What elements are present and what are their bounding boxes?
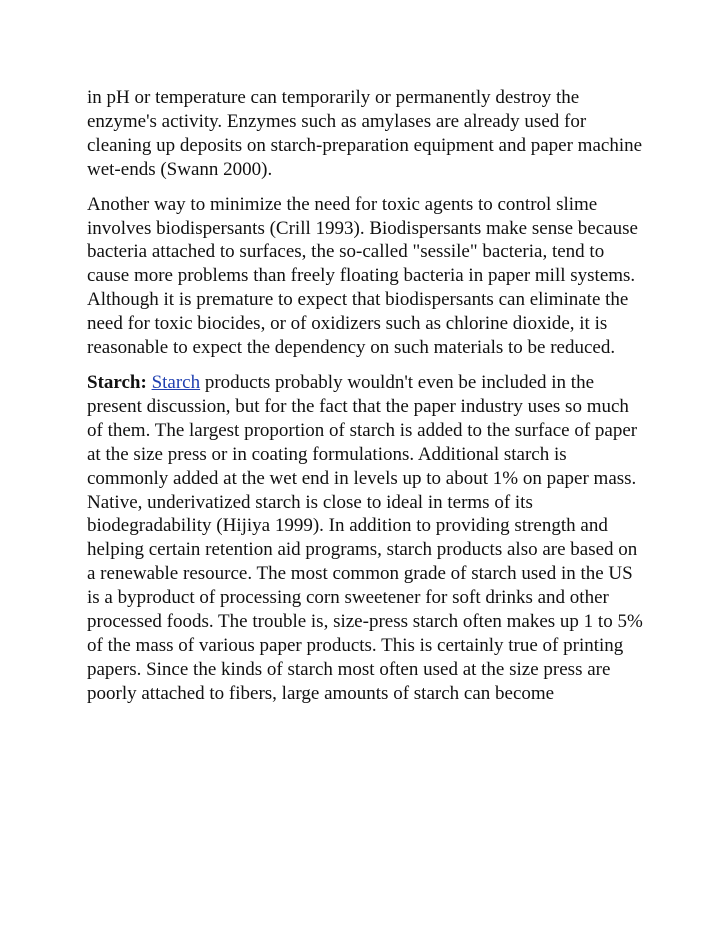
- paragraph-starch: [87, 371, 647, 706]
- starch-heading-term: Starch:: [87, 371, 147, 393]
- paragraph-starch-text: products probably wouldn't even be included in the present discussion, but for the fact that the paper industry uses so much of them. The largest proportion of starch is added to the surface of paper at the size press or in coating formulations. Additional starch is commonly added at the wet end in levels up to about 1% on paper mass. Native, underivatized starch is close to ideal in terms of its biodegradability (Hijiya 1999). In addition to providing strength and helping certain retention aid programs, starch products also are based on a renewable resource. The most common grade of starch used in the US is a byproduct of processing corn sweetener for soft drinks and other processed foods. The trouble is, size-press starch often makes up 1 to 5% of the mass of various paper products. This is certainly true of printing papers. Since the kinds of starch most often used at the size press are poorly attached to fibers, large amounts of starch can become: [87, 371, 643, 704]
- paragraph-biodispersants: [87, 193, 647, 360]
- document-page: [87, 86, 647, 717]
- paragraph-biodispersants-text: Another way to minimize the need for toxic agents to control slime involves biodispersants (Crill 1993). Biodispersants make sense because bacteria attached to surfaces, the so-called "sessile" bacteria, tend to cause more problems than freely floating bacteria in paper mill systems. Although it is premature to expect that biodispersants can eliminate the need for toxic biocides, or of oxidizers such as chlorine dioxide, it is reasonable to expect the dependency on such materials to be reduced.: [87, 193, 638, 359]
- paragraph-enzymes-text: in pH or temperature can temporarily or permanently destroy the enzyme's activity. Enzymes such as amylases are already used for cleaning up deposits on starch-preparation equipment and paper machine wet-ends (Swann 2000).: [87, 87, 643, 180]
- starch-link[interactable]: Starch: [151, 371, 201, 393]
- paragraph-enzymes: [87, 86, 647, 182]
